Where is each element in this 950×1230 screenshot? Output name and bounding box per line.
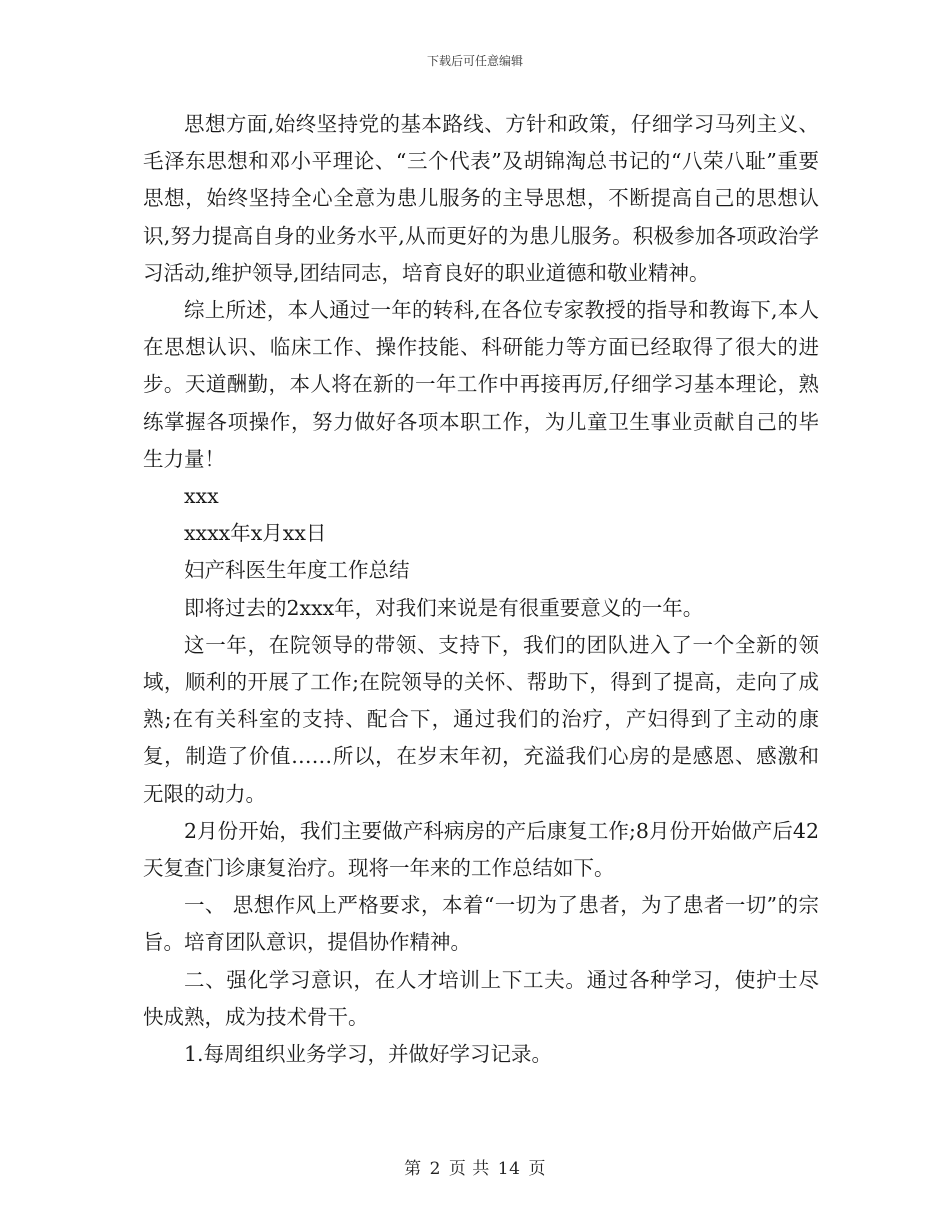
section-title: 妇产科医生年度工作总结 — [184, 558, 410, 583]
footer-suffix: 页 — [528, 1159, 546, 1179]
paragraph-ideology: 思想方面,始终坚持党的基本路线、方针和政策，仔细学习马列主义、毛泽东思想和邓小平理论、“三个代表”及胡锦淘总书记的“八荣八耻”重要思想，始终坚持全心全意为患儿服务的主导思想，不断提高自己的思想认识,努力提高自身的业务水平,从而更好的为患儿服务。积极参加各项政治学习活动,维护领导,团结同志，培育良好的职业道德和敬业精神。 — [143, 112, 819, 285]
footer-middle: 页 共 — [448, 1159, 490, 1179]
footer-prefix: 第 — [404, 1159, 422, 1179]
paragraph-intro: 即将过去的2xxx年，对我们来说是有很重要意义的一年。 — [184, 595, 704, 620]
paragraph-point-two: 二、强化学习意识，在人才培训上下工夫。通过各种学习，使护士尽快成熟，成为技术骨干。 — [143, 967, 819, 1029]
page-total: 14 — [497, 1159, 521, 1179]
paragraph-year-review: 这一年，在院领导的带领、支持下，我们的团队进入了一个全新的领域，顺利的开展了工作;在院领导的关怀、帮助下，得到了提高，走向了成熟;在有关科室的支持、配合下，通过我们的治疗，产妇得到了主动的康复，制造了价值……所以，在岁末年初，充溢我们心房的是感恩、感激和无限的动力。 — [143, 632, 819, 806]
page-header: 下载后可任意编辑 — [426, 54, 523, 68]
signature-date: xxxx年x月xx日 — [184, 521, 327, 546]
document-body — [143, 106, 819, 1073]
paragraph-subpoint-one: 1.每周组织业务学习，并做好学习记录。 — [184, 1042, 553, 1067]
page-number: 2 — [429, 1159, 441, 1179]
paragraph-summary: 综上所述，本人通过一年的转科,在各位专家教授的指导和教诲下,本人在思想认识、临床工作、操作技能、科研能力等方面已经取得了很大的进步。天道酬勤，本人将在新的一年工作中再接再厉,仔细学习基本理论，熟练掌握各项操作，努力做好各项本职工作，为儿童卫生事业贡献自己的毕生力量！ — [143, 298, 819, 471]
signature-name: xxx — [184, 484, 219, 509]
paragraph-work-start: 2月份开始，我们主要做产科病房的产后康复工作;8月份开始做产后42天复查门诊康复治疗。现将一年来的工作总结如下。 — [143, 818, 819, 881]
page-footer — [0, 1154, 950, 1179]
paragraph-point-one: 一、 思想作风上严格要求，本着“一切为了患者，为了患者一切”的宗旨。培育团队意识，提倡协作精神。 — [143, 893, 819, 955]
